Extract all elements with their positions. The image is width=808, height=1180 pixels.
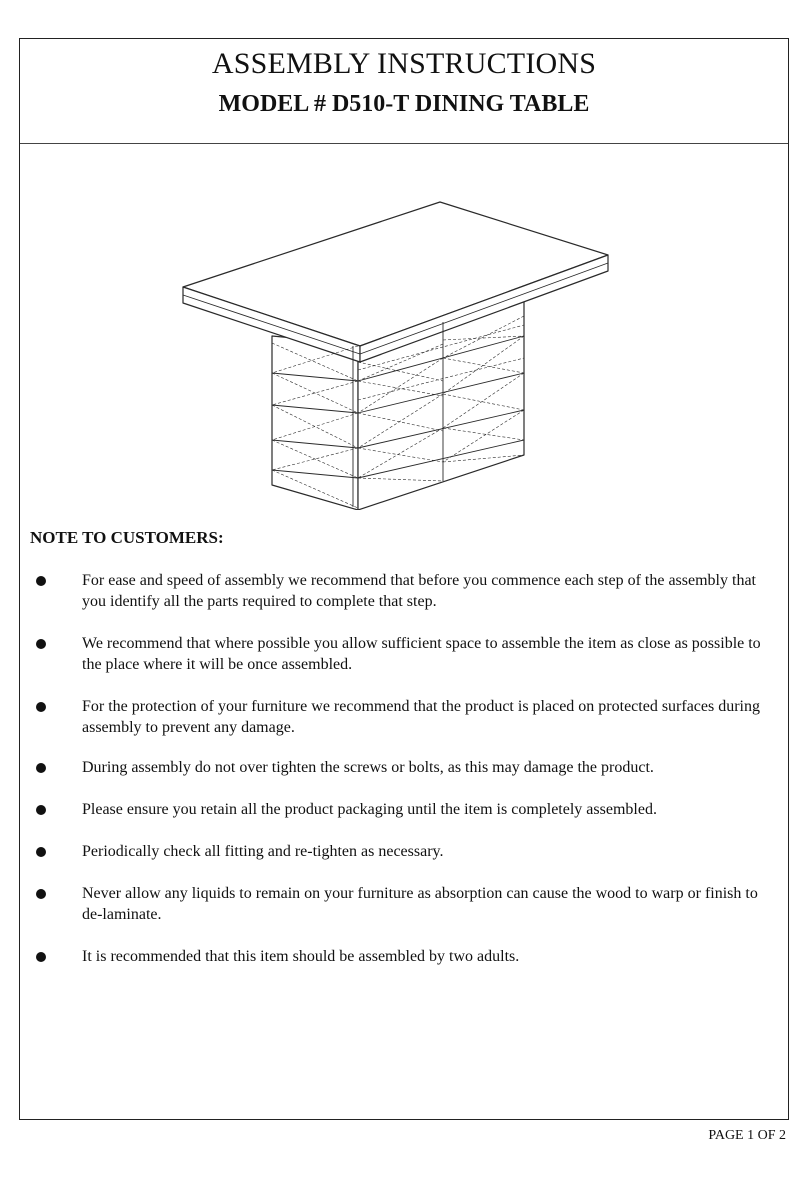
bullet-icon [36,889,46,899]
dining-table-illustration [150,160,610,510]
list-item [30,883,765,925]
model-title: MODEL # D510-T DINING TABLE [218,91,590,117]
list-item [30,841,765,862]
list-item [30,570,765,612]
note-text: Periodically check all fitting and re-tighten as necessary. [82,843,444,860]
bullet-icon [36,763,46,773]
note-text: For ease and speed of assembly we recommend that before you commence each step of the assembly that you identify all the parts required to complete that step. [82,572,756,610]
page-number: PAGE 1 OF 2 [708,1128,786,1143]
list-item [30,946,765,967]
note-text: We recommend that where possible you allow sufficient space to assemble the item as close as possible to the place where it will be once assembled. [82,635,761,673]
bullet-icon [36,576,46,586]
page-title: ASSEMBLY INSTRUCTIONS [211,47,597,80]
note-text: It is recommended that this item should be assembled by two adults. [82,948,520,965]
list-item [30,633,765,675]
list-item [30,799,765,820]
note-text: Never allow any liquids to remain on your furniture as absorption can cause the wood to warp or finish to de-laminate. [82,885,758,923]
list-item [30,696,765,738]
bullet-icon [36,952,46,962]
note-text: For the protection of your furniture we recommend that the product is placed on protected surfaces during assembly to prevent any damage. [82,698,760,736]
notes-list [30,570,765,967]
bullet-icon [36,702,46,712]
bullet-icon [36,847,46,857]
note-text: During assembly do not over tighten the screws or bolts, as this may damage the product. [82,759,654,776]
list-item [30,757,765,778]
notes-heading: NOTE TO CUSTOMERS: [30,528,224,547]
note-text: Please ensure you retain all the product packaging until the item is completely assembled. [82,801,657,818]
bullet-icon [36,639,46,649]
header [20,39,788,144]
bullet-icon [36,805,46,815]
